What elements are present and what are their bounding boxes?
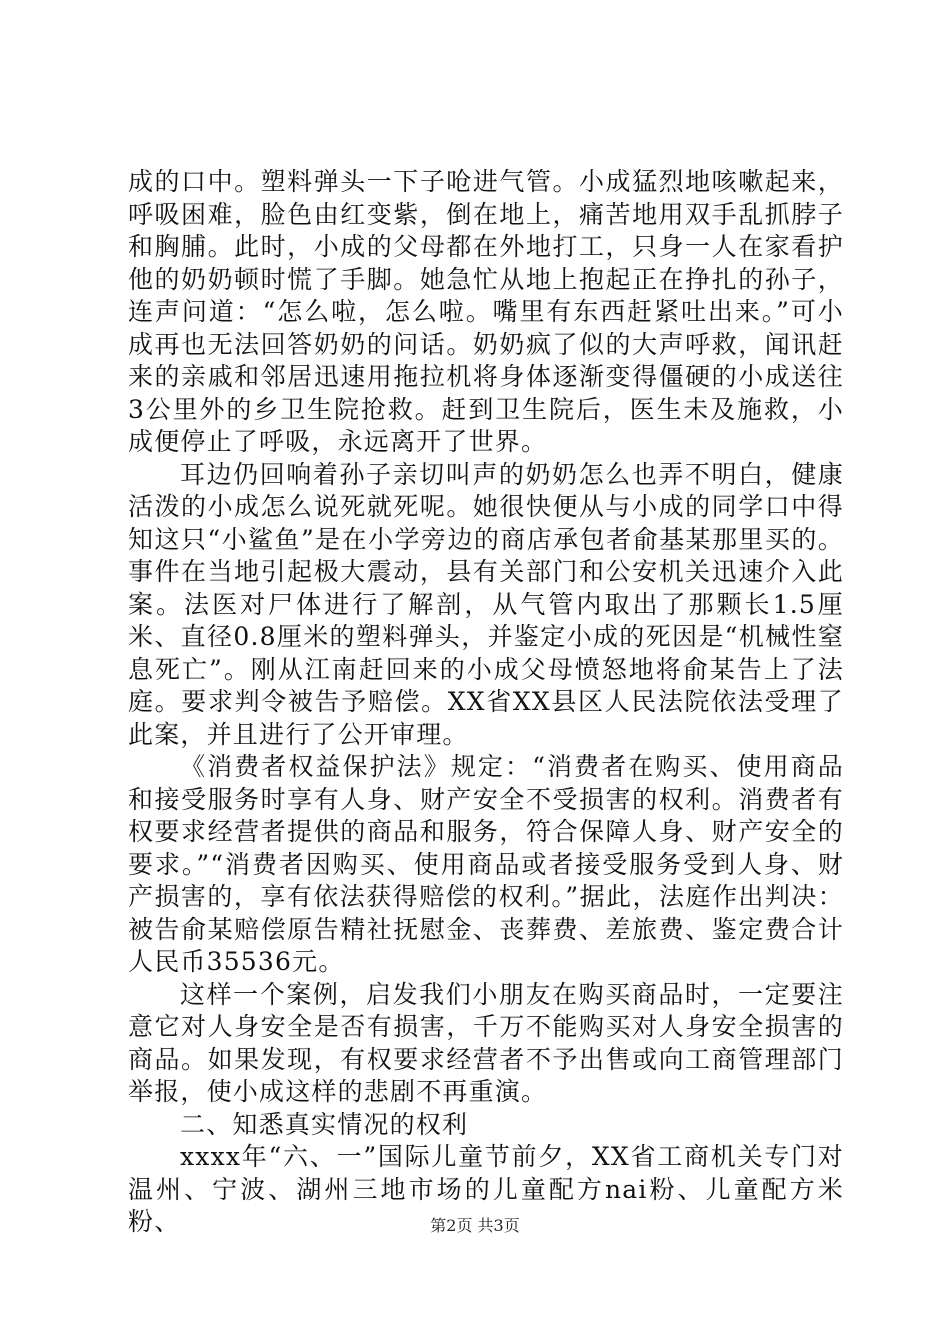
paragraph-continued: 成的口中。塑料弹头一下子呛进气管。小成猛烈地咳嗽起来，呼吸困难，脸色由红变紫，倒在地上，痛苦地用双手乱抓脖子和胸脯。此时，小成的父母都在外地打工，只身一人在家看护他的奶奶顿时慌了手脚。她急忙从地上抱起正在挣扎的孙子，连声问道：“怎么啦，怎么啦。嘴里有东西赶紧吐出来。”可小成再也无法回答奶奶的问话。奶奶疯了似的大声呼救，闻讯赶来的亲戚和邻居迅速用拖拉机将身体逐渐变得僵硬的小成送往3公里外的乡卫生院抢救。赶到卫生院后，医生未及施救，小成便停止了呼吸，永远离开了世界。 bbox=[128, 167, 844, 456]
paragraph-court-case: 耳边仍回响着孙子亲切叫声的奶奶怎么也弄不明白，健康活泼的小成怎么说死就死呢。她很快便从与小成的同学口中得知这只“小鲨鱼”是在小学旁边的商店承包者俞基某那里买的。事件在当地引起极大震动，县有关部门和公安机关迅速介入此案。法医对尸体进行了解剖，从气管内取出了那颗长1.5厘米、直径0.8厘米的塑料弹头，并鉴定小成的死因是“机械性窒息死亡”。刚从江南赶回来的小成父母愤怒地将俞某告上了法庭。要求判令被告予赔偿。XX省XX县区人民法院依法受理了此案，并且进行了公开审理。 bbox=[128, 459, 844, 749]
section-heading-right-to-know: 二、知悉真实情况的权利 bbox=[180, 1109, 469, 1139]
paragraph-childrens-day: xxxx年“六、一”国际儿童节前夕，XX省工商机关专门对温州、宁波、湖州三地市场的儿童配方nai粉、儿童配方米粉、 bbox=[128, 1142, 844, 1236]
page-number-footer: 第2页 共3页 bbox=[430, 1216, 520, 1235]
paragraph-lesson: 这样一个案例，启发我们小朋友在购买商品时，一定要注意它对人身安全是否有损害，千万不能购买对人身安全损害的商品。如果发现，有权要求经营者不予出售或向工商管理部门举报，使小成这样的悲剧不再重演。 bbox=[128, 979, 844, 1106]
paragraph-consumer-law: 《消费者权益保护法》规定：“消费者在购买、使用商品和接受服务时享有人身、财产安全不受损害的权利。消费者有权要求经营者提供的商品和服务，符合保障人身、财产安全的要求。”“消费者因购买、使用商品或者接受服务受到人身、财产损害的，享有依法获得赔偿的权利。”据此，法庭作出判决：被告俞某赔偿原告精社抚慰金、丧葬费、差旅费、鉴定费合计人民币35536元。 bbox=[128, 752, 844, 976]
document-body bbox=[128, 166, 844, 1239]
